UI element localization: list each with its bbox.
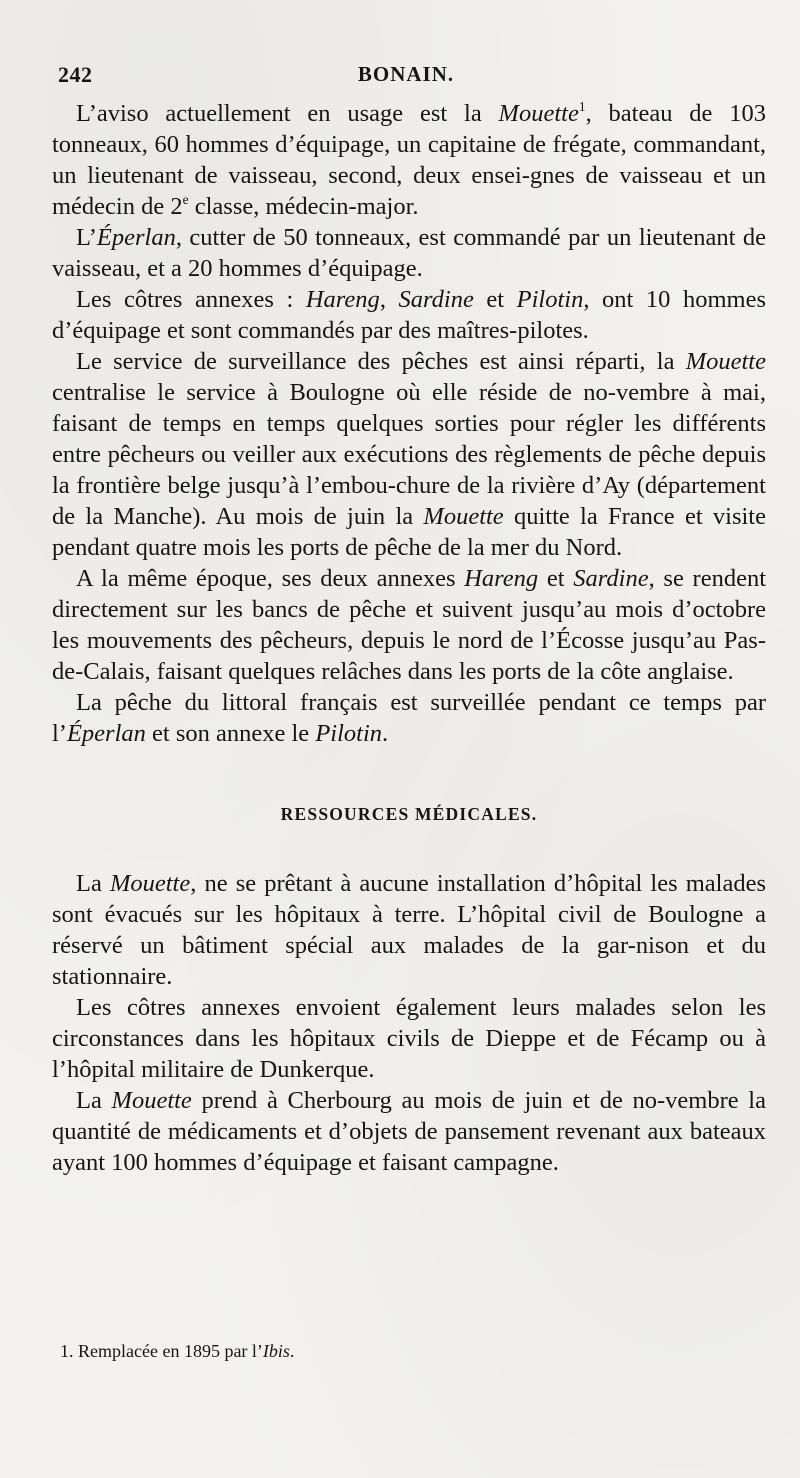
text-run: , se rendent directement sur les bancs de pêche et suivent jusqu’au mois d’octobre les mouvements des pêcheurs, depuis le nord de l’Écosse jusqu’au Pas-de-Calais, faisant quelques relâches dans les ports de la côte anglaise. — [52, 565, 767, 685]
text-run: La pêche du littoral français est surveillée pendant ce temps par l’ — [52, 689, 766, 747]
text-run: . — [382, 720, 389, 747]
text-run: Le service de surveillance des pêches est ainsi réparti, la — [76, 348, 686, 375]
superscript: e — [182, 191, 189, 207]
text-run: et son annexe le — [145, 720, 316, 747]
italic-text: Mouette — [423, 503, 504, 530]
italic-text: Mouette — [111, 1087, 192, 1114]
text-run: centralise le service à Boulogne où elle réside de no-vembre à mai, faisant de temps en temps quelques sorties pour régler les différents entre pêcheurs ou veiller aux exécutions des règlements de pêche depuis la frontière belge jusqu’à l’embou-chure de la rivière d’Ay (département de la Manche). Au mois de juin la — [52, 379, 766, 530]
text-run: La — [76, 1087, 112, 1114]
text-run: Les côtres annexes envoient également leurs malades selon les circonstances dans les hôpitaux civils de Dieppe et de Fécamp ou à l’hôpital militaire de Dunkerque. — [52, 994, 766, 1083]
italic-text: Mouette — [109, 870, 191, 897]
text-run: L’ — [76, 224, 97, 251]
text-run: , ne se prêtant à aucune installation d’hôpital les malades sont évacués sur les hôpitaux à terre. L’hôpital civil de Boulogne a réservé un bâtiment spécial aux malades de la gar-nison et du stationnaire. — [52, 870, 766, 990]
text-run: classe, médecin-major. — [188, 193, 419, 220]
paragraph — [52, 868, 766, 992]
footnote — [60, 1340, 294, 1362]
superscript: 1 — [578, 98, 586, 114]
paragraph — [52, 284, 766, 346]
paragraph — [52, 563, 766, 687]
text-run: La — [76, 870, 110, 897]
text-run: et — [538, 565, 574, 592]
paragraph — [52, 222, 766, 284]
paragraph — [52, 1085, 766, 1178]
text-run: . — [289, 1341, 295, 1361]
text-run: , — [379, 286, 399, 313]
paragraph — [52, 992, 766, 1085]
text-run: , cutter de 50 tonneaux, est commandé par un lieutenant de vaisseau, et a 20 hommes d’équipage. — [52, 224, 766, 282]
paragraphs-before — [52, 98, 766, 749]
text-run: L’aviso actuellement en usage est la — [76, 100, 499, 127]
text-run: prend à Cherbourg au mois de juin et de no-vembre la quantité de médicaments et d’objets de pansement revenant aux bateaux ayant 100 hommes d’équipage et faisant campagne. — [52, 1087, 766, 1176]
running-head — [52, 62, 760, 92]
text-run: quitte la France et visite pendant quatre mois les ports de pêche de la mer du Nord. — [52, 503, 766, 561]
text-run: Les côtres annexes : — [76, 286, 306, 313]
body-text — [52, 98, 766, 1178]
italic-text: Sardine — [573, 565, 649, 592]
paragraphs-after — [52, 868, 766, 1178]
section-heading: RESSOURCES MÉDICALES. — [280, 804, 538, 824]
paragraph — [52, 346, 766, 563]
paragraph — [52, 687, 766, 749]
paragraph — [52, 98, 766, 222]
text-run: , ont 10 hommes d’équipage et sont commandés par des maîtres-pilotes. — [52, 286, 766, 344]
italic-text: Éperlan — [96, 224, 176, 251]
italic-text: Pilotin — [516, 286, 584, 313]
text-run: et — [473, 286, 517, 313]
italic-text: Mouette — [685, 348, 766, 375]
italic-text: Ibis — [262, 1341, 290, 1361]
italic-text: Sardine — [398, 286, 474, 313]
italic-text: Éperlan — [66, 720, 146, 747]
page-number: 242 — [58, 62, 93, 87]
text-run: 1. Remplacée en 1895 par l’ — [60, 1341, 263, 1361]
italic-text: Hareng — [305, 286, 380, 313]
italic-text: Hareng — [464, 565, 539, 592]
text-run: , bateau de 103 tonneaux, 60 hommes d’équipage, un capitaine de frégate, commandant, un lieutenant de vaisseau, second, deux ensei-gnes de vaisseau et un médecin de 2 — [52, 100, 766, 220]
italic-text: Pilotin — [315, 720, 383, 747]
text-run: A la même époque, ses deux annexes — [76, 565, 465, 592]
italic-text: Mouette — [498, 100, 579, 127]
running-title: BONAIN. — [357, 62, 455, 86]
